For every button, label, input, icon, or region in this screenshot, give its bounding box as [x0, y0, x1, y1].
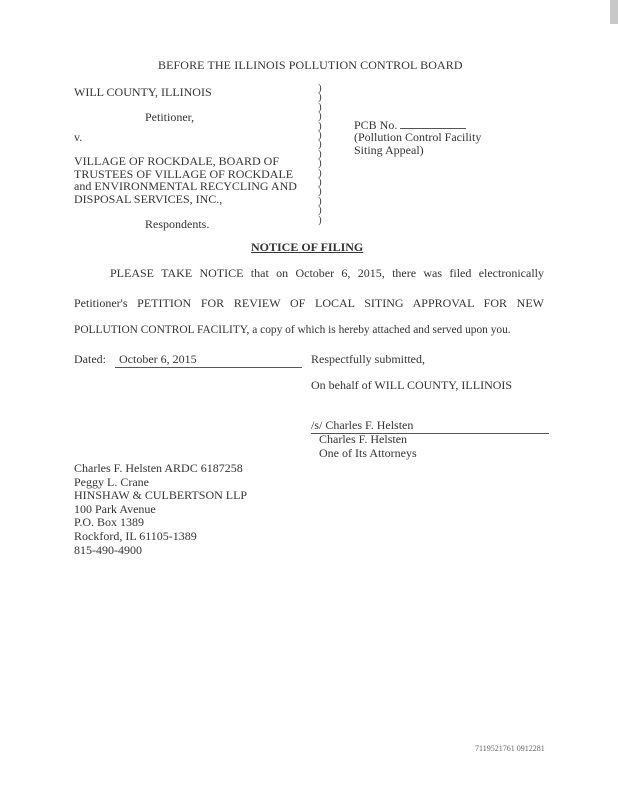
address-block [74, 462, 247, 557]
signer-title: One of Its Attorneys [319, 446, 417, 460]
dated-value [115, 352, 302, 368]
respondents-line: VILLAGE OF ROCKDALE, BOARD OF [74, 154, 280, 168]
on-behalf-line: On behalf of WILL COUNTY, ILLINOIS [311, 378, 513, 392]
scan-edge-mark [610, 0, 618, 24]
pcb-desc-line: Siting Appeal) [354, 142, 424, 157]
signer-name: Charles F. Helsten [319, 432, 408, 446]
footer-document-id: 7119521761 0912281 [475, 744, 545, 753]
notice-title: NOTICE OF FILING [251, 240, 364, 254]
signature-text: /s/ Charles F. Helsten [311, 418, 414, 432]
respondents-line: DISPOSAL SERVICES, INC., [74, 191, 223, 206]
pcb-desc-line: (Pollution Control Facility [354, 130, 482, 144]
respondents-line: TRUSTEES OF VILLAGE OF ROCKDALE [74, 166, 294, 181]
respondents-block [74, 155, 297, 205]
pcb-label: PCB No. [354, 118, 398, 132]
respondents-line: and ENVIRONMENTAL RECYCLING AND [74, 179, 297, 193]
body-line: Petitioner's PETITION FOR REVIEW OF LOCAL SITING APPROVAL FOR NEW [74, 296, 544, 310]
dated-value-text: October 6, 2015 [119, 352, 197, 366]
address-line: Charles F. Helsten ARDC 6187258 [74, 461, 243, 475]
petitioner-name: WILL COUNTY, ILLINOIS [74, 85, 212, 99]
body-line: PLEASE TAKE NOTICE that on October 6, 2015, there was filed electronically [110, 266, 544, 280]
respondents-role: Respondents. [145, 217, 210, 231]
address-line: Peggy L. Crane [74, 474, 149, 489]
address-line: 100 Park Avenue [74, 501, 156, 516]
petitioner-role: Petitioner, [145, 110, 195, 124]
address-line: 815-490-4900 [74, 542, 142, 557]
pcb-description [354, 131, 481, 156]
address-line: HINSHAW & CULBERTSON LLP [74, 488, 248, 503]
page-header: BEFORE THE ILLINOIS POLLUTION CONTROL BOARD [158, 58, 463, 72]
body-line: POLLUTION CONTROL FACILITY, a copy of which is hereby attached and served upon you. [74, 324, 511, 336]
address-line: P.O. Box 1389 [74, 515, 145, 530]
caption-parentheses: ) ) ) ) ) ) ) ) ) ) ) ) ) ) ) [318, 82, 322, 226]
address-line: Rockford, IL 61105-1389 [74, 528, 197, 543]
dated-label: Dated: [74, 352, 106, 366]
pcb-blank [400, 118, 466, 129]
respectfully-submitted: Respectfully submitted, [311, 352, 425, 366]
versus-label: v. [74, 130, 83, 144]
